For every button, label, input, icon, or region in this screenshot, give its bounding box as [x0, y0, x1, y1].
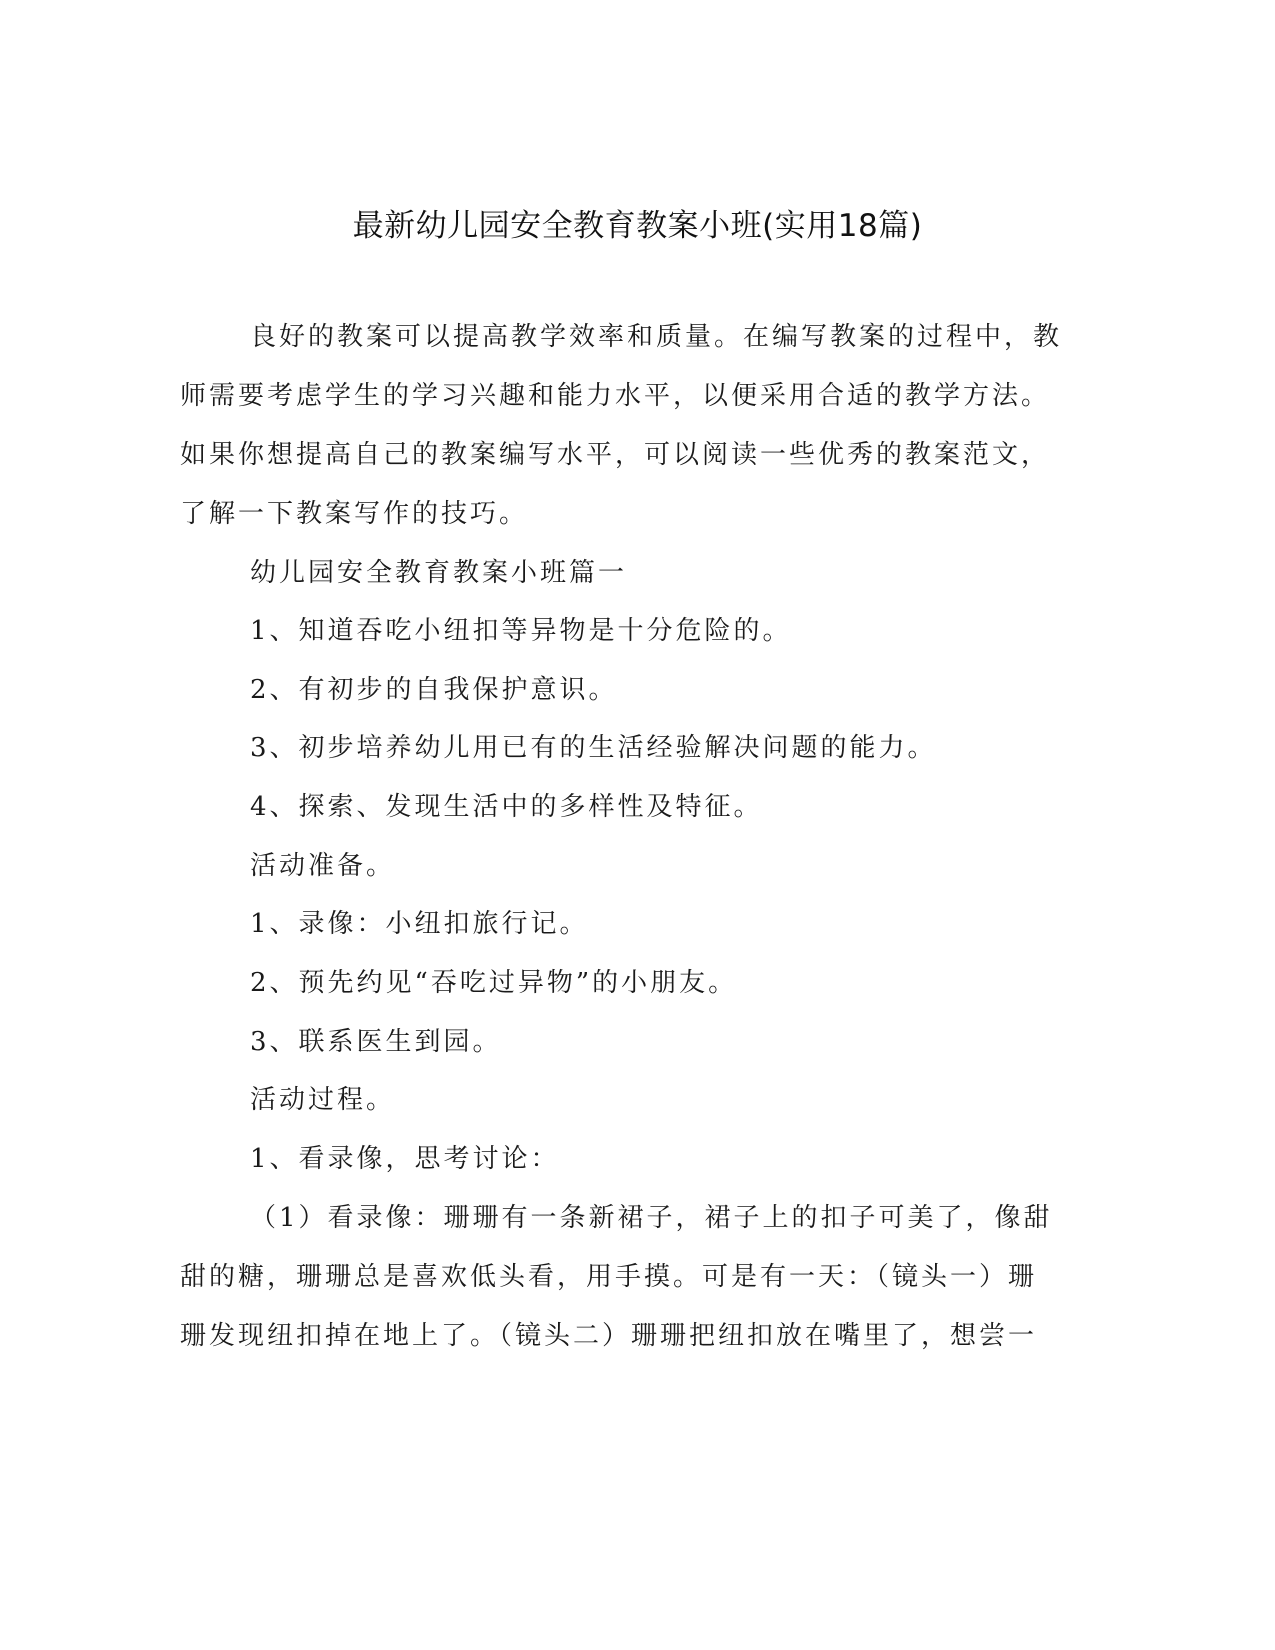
objective-item-3: 3、初步培养幼儿用已有的生活经验解决问题的能力。	[250, 733, 937, 763]
prep-heading: 活动准备。	[250, 851, 396, 881]
intro-line-2: 师需要考虑学生的学习兴趣和能力水平，以便采用合适的教学方法。	[180, 381, 1051, 411]
prep-item-1: 1、录像：小纽扣旅行记。	[250, 909, 589, 939]
intro-line-3: 如果你想提高自己的教案编写水平，可以阅读一些优秀的教案范文，	[180, 440, 1051, 470]
intro-line-1: 良好的教案可以提高教学效率和质量。在编写教案的过程中，教	[250, 322, 1063, 352]
process-text-line-3: 珊发现纽扣掉在地上了。（镜头二）珊珊把纽扣放在嘴里了，想尝一	[180, 1321, 1038, 1351]
process-text-line-1: （1）看录像：珊珊有一条新裙子，裙子上的扣子可美了，像甜	[250, 1203, 1053, 1233]
prep-item-3: 3、联系医生到园。	[250, 1027, 502, 1057]
process-heading: 活动过程。	[250, 1085, 396, 1115]
objective-item-4: 4、探索、发现生活中的多样性及特征。	[250, 792, 763, 822]
document-title: 最新幼儿园安全教育教案小班(实用18篇)	[352, 208, 923, 244]
intro-line-4: 了解一下教案写作的技巧。	[180, 499, 529, 529]
process-step-1: 1、看录像，思考讨论：	[250, 1144, 560, 1174]
prep-item-2: 2、预先约见“吞吃过异物”的小朋友。	[250, 968, 738, 998]
process-text-line-2: 甜的糖，珊珊总是喜欢低头看，用手摸。可是有一天：（镜头一）珊	[180, 1262, 1038, 1292]
objective-item-1: 1、知道吞吃小纽扣等异物是十分危险的。	[250, 616, 792, 646]
section-heading: 幼儿园安全教育教案小班篇一	[250, 558, 628, 588]
objective-item-2: 2、有初步的自我保护意识。	[250, 675, 618, 705]
